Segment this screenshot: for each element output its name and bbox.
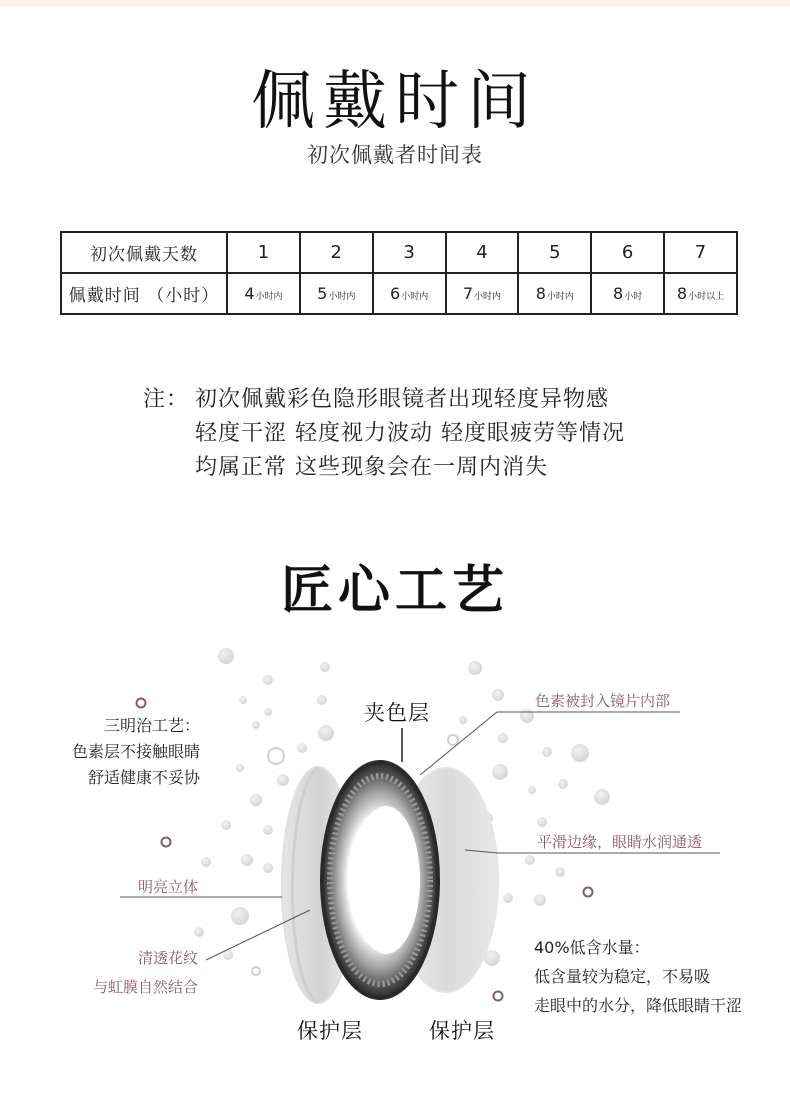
hours-unit: 小时内 xyxy=(401,292,429,302)
pigment-sealed-label: 色素被封入镜片内部 xyxy=(535,692,671,710)
hours-value: 6 xyxy=(390,284,401,303)
hours-value: 8 xyxy=(535,284,546,303)
water-line: 走眼中的水分，降低眼睛干涩 xyxy=(534,996,743,1015)
day-cell: 1 xyxy=(227,232,300,273)
pattern-callout xyxy=(93,944,198,1002)
protective-layer-label-right: 保护层 xyxy=(429,1019,495,1043)
color-layer-label: 夹色层 xyxy=(364,701,430,725)
wearing-time-title: 佩戴时间 xyxy=(251,65,539,139)
sandwich-craft-callout xyxy=(72,713,200,791)
wearing-time-subtitle: 初次佩戴者时间表 xyxy=(307,143,483,167)
craft-title: 匠心工艺 xyxy=(280,561,509,621)
day-cell: 5 xyxy=(518,232,591,273)
hours-unit: 小时内 xyxy=(546,292,574,302)
note-label: 注： xyxy=(143,387,190,412)
pattern-line: 清透花纹 xyxy=(137,949,198,967)
protective-layer-label-left: 保护层 xyxy=(297,1019,363,1043)
sandwich-line: 舒适健康不妥协 xyxy=(87,768,200,787)
hours-unit: 小时内 xyxy=(255,292,283,302)
hours-value: 8 xyxy=(676,284,688,303)
row-header-days: 初次佩戴天数 xyxy=(61,232,227,273)
bright-3d-label: 明亮立体 xyxy=(137,878,198,896)
day-cell: 4 xyxy=(446,232,519,273)
pattern-line: 与虹膜自然结合 xyxy=(92,978,198,996)
row-header-hours: 佩戴时间 （小时） xyxy=(61,273,227,314)
hours-value: 7 xyxy=(462,284,474,303)
note-line: 轻度干涩 轻度视力波动 轻度眼疲劳等情况 xyxy=(195,421,625,446)
sandwich-title: 三明治工艺： xyxy=(103,716,200,735)
water-title: 40%低含水量： xyxy=(534,938,650,957)
day-cell: 2 xyxy=(300,232,373,273)
sandwich-line: 色素层不接触眼睛 xyxy=(71,742,200,761)
day-cell: 7 xyxy=(664,232,737,273)
hours-unit: 小时内 xyxy=(474,292,502,302)
pupil-area xyxy=(352,806,420,954)
hours-value: 4 xyxy=(244,284,255,303)
day-cell: 3 xyxy=(373,232,446,273)
day-cell: 6 xyxy=(591,232,664,273)
smooth-edge-label: 平滑边缘，眼睛水润通透 xyxy=(537,833,703,851)
water-line: 低含量较为稳定，不易吸 xyxy=(534,967,711,986)
hours-unit: 小时以上 xyxy=(688,292,725,302)
hours-unit: 小时内 xyxy=(328,292,356,302)
hours-unit: 小时 xyxy=(624,292,643,302)
hours-value: 5 xyxy=(317,284,328,303)
water-content-callout xyxy=(534,933,742,1020)
hours-value: 8 xyxy=(613,284,624,303)
note-line: 均属正常 这些现象会在一周内消失 xyxy=(195,455,548,480)
note-line: 初次佩戴彩色隐形眼镜者出现轻度异物感 xyxy=(195,387,610,412)
